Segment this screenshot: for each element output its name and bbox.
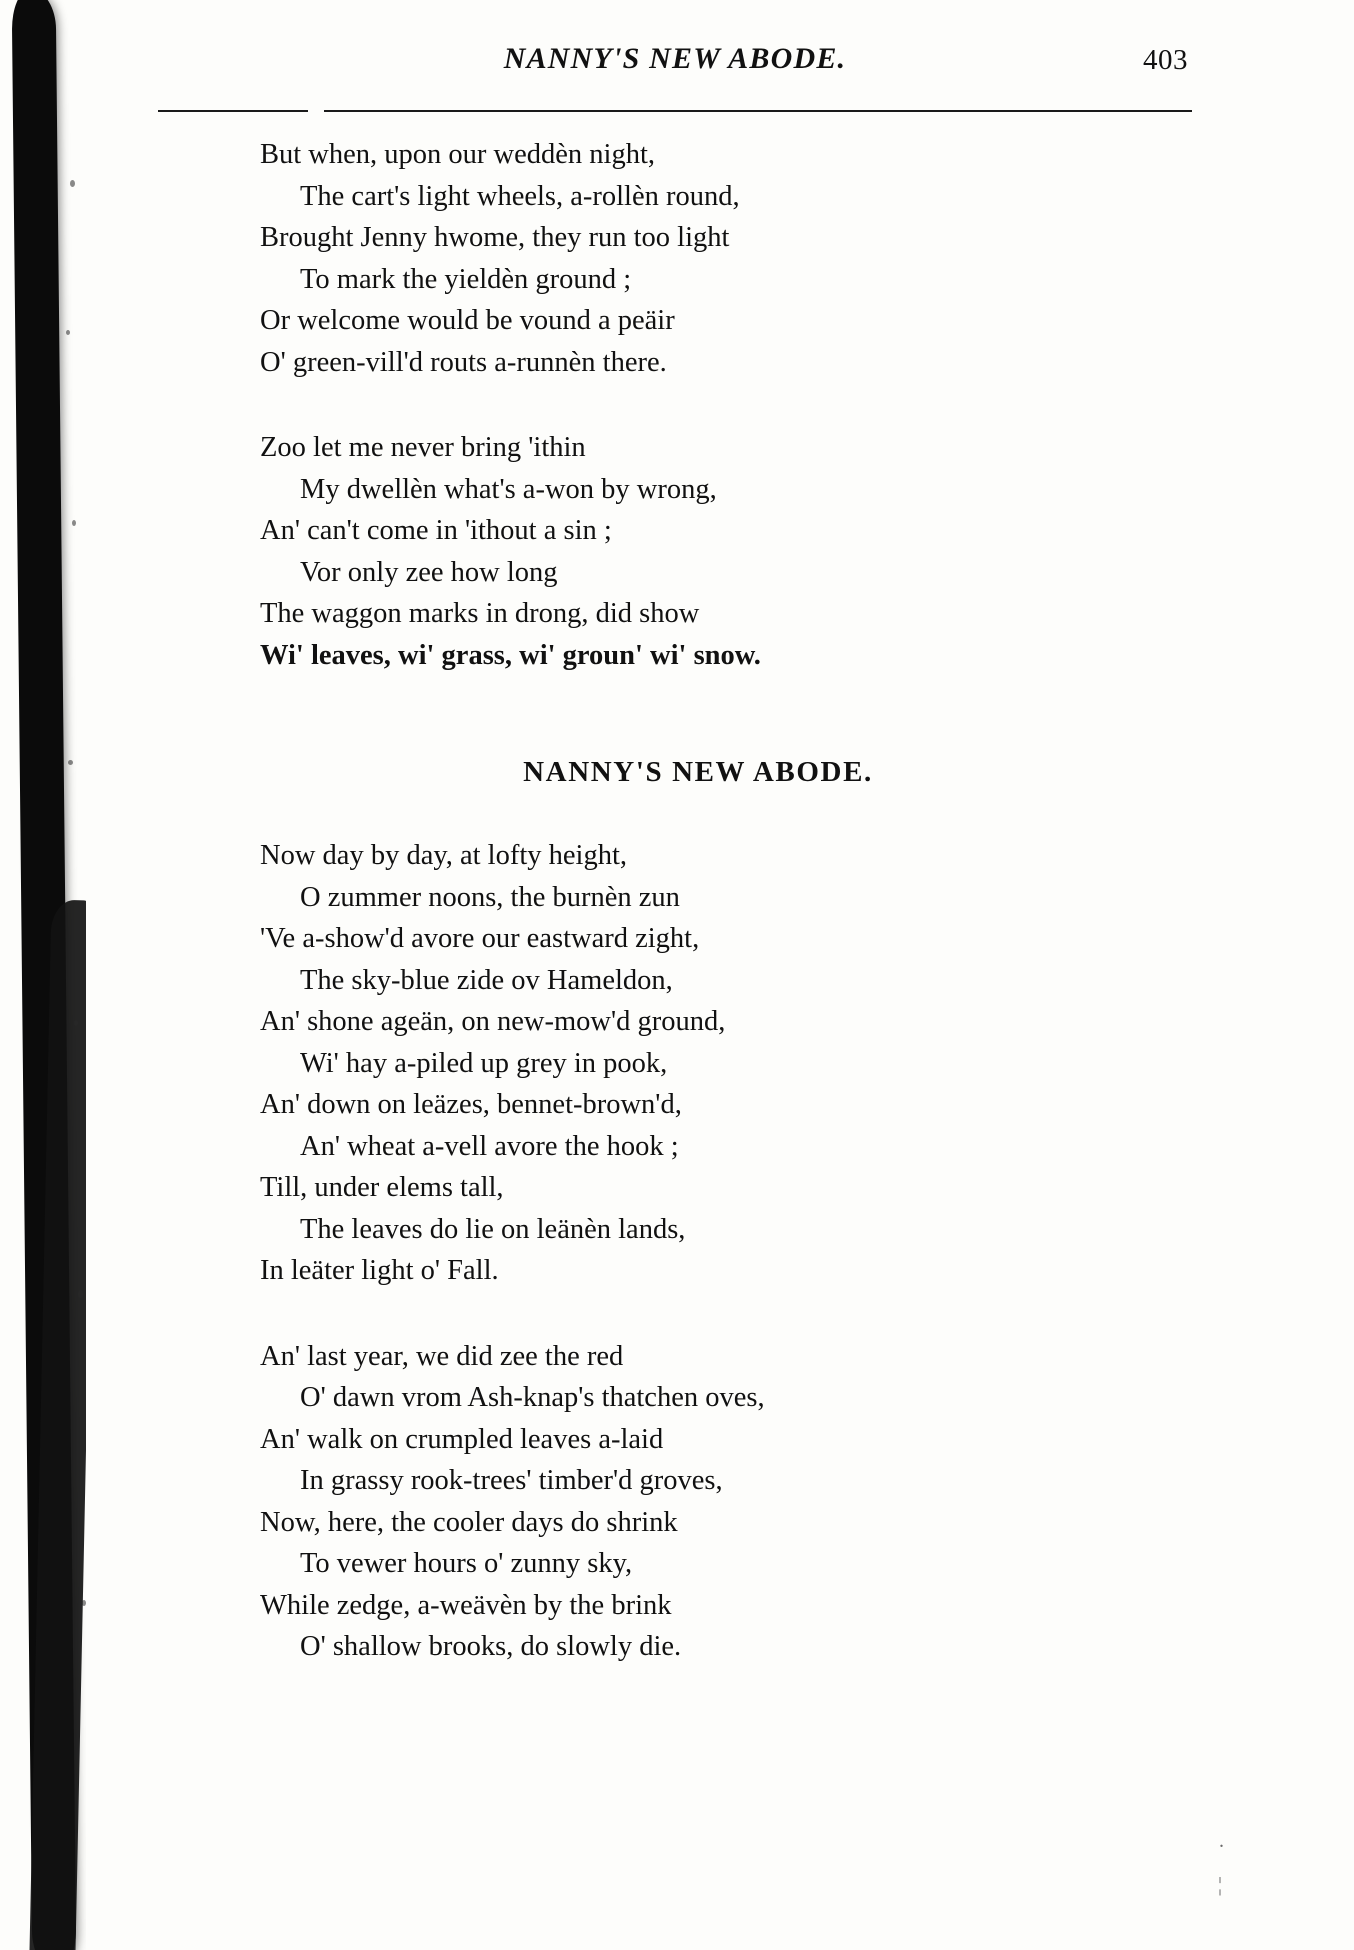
verse-line: An' last year, we did zee the red [260,1340,624,1372]
verse-line: The cart's light wheels, a-rollèn round, [300,180,740,212]
verse-line: Till, under elems tall, [260,1172,504,1203]
verse-line: An' can't come in 'ithout a sin ; [260,515,612,546]
verse-line: While zedge, a-weävèn by the brink [260,1589,672,1621]
stanza-gap [150,417,1200,427]
verse-line: In leäter light o' Fall. [260,1255,499,1286]
verse-line: My dwellèn what's a-won by wrong, [300,473,717,505]
ink-speck [66,330,70,335]
verse-line: To vewer hours o' zunny sky, [300,1548,633,1579]
stanza [150,427,1200,676]
verse-line: 'Ve a-show'd avore our eastward zight, [260,923,700,954]
book-binding-shadow [0,0,86,1950]
verse-line: An' shone ageän, on new-mow'd ground, [260,1006,726,1037]
stanza-gap [150,1326,1200,1336]
verse-line: Wi' hay a-piled up grey in pook, [300,1047,668,1079]
verse-line: O zummer noons, the burnèn zun [300,881,680,913]
verse-line: An' walk on crumpled leaves a-laid [260,1423,664,1455]
verse-line: To mark the yieldèn ground ; [300,263,632,295]
verse-line: The leaves do lie on leänèn lands, [300,1213,686,1245]
stanza [150,134,1200,383]
verse-line: O' green-vill'd routs a-runnèn there. [260,346,667,378]
margin-dot-mark: . [1219,1830,1224,1852]
ink-speck [78,1290,83,1298]
stanza [150,1336,1200,1668]
verse-line: Now day by day, at lofty height, [260,840,627,871]
verse-line: Or welcome would be vound a peäir [260,305,675,336]
verse-line: Now, here, the cooler days do shrink [260,1506,678,1538]
verse-line: Zoo let me never bring 'ithin [260,432,586,463]
verse-line: An' wheat a-vell avore the hook ; [300,1130,679,1162]
verse-line: The sky-blue zide ov Hameldon, [300,964,673,996]
verse-line: O' dawn vrom Ash-knap's thatchen oves, [300,1382,765,1413]
page-content [150,0,1200,1950]
ink-speck [74,1020,78,1026]
verse-line: Brought Jenny hwome, they run too light [260,222,730,253]
verse-line: Vor only zee how long [300,556,558,588]
verse-line: But when, upon our weddèn night, [260,139,655,170]
verse-line: O' shallow brooks, do slowly die. [300,1631,682,1662]
stanza [150,835,1200,1292]
verse-line: The waggon marks in drong, did show [260,598,700,629]
ink-speck [82,1600,86,1606]
verse-line: Wi' leaves, wi' grass, wi' groun' wi' snow. [260,639,761,671]
ink-speck [72,520,76,526]
ink-speck [70,180,75,187]
verse-line: In grassy rook-trees' timber'd groves, [300,1465,723,1496]
page-number: 403 [1143,44,1188,76]
verse-line: An' down on leäzes, bennet-brown'd, [260,1089,682,1120]
poem-title: NANNY'S NEW ABODE. [523,756,873,788]
header-rule [158,110,1192,112]
running-head-title: NANNY'S NEW ABODE. [503,42,847,75]
page-body [150,134,1200,1702]
page-header [150,0,1200,86]
margin-tick-mark: ¦ [1217,1874,1222,1896]
ink-speck [68,760,73,765]
